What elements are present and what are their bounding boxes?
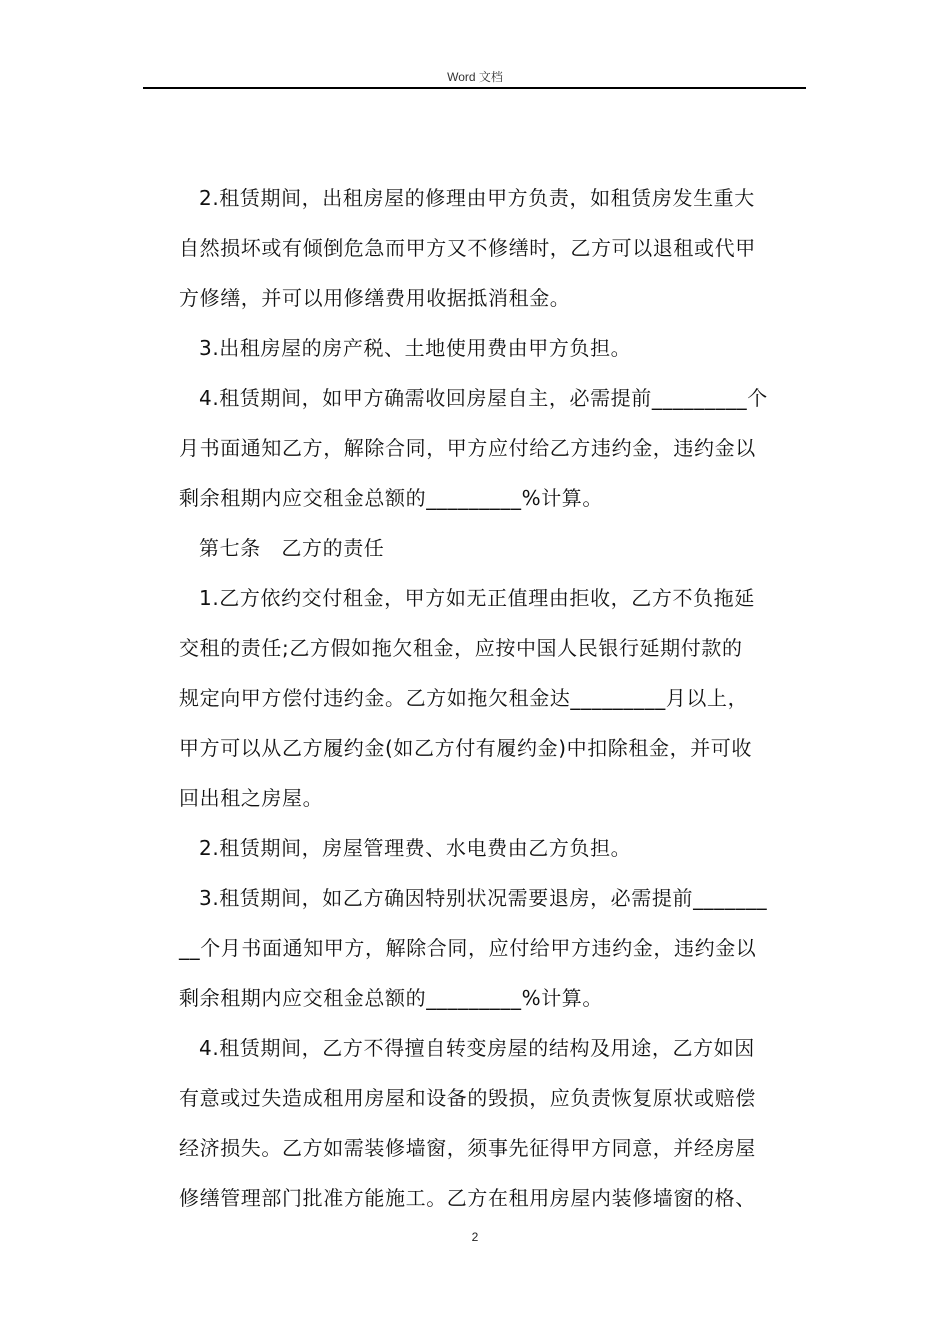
text-line: 有意或过失造成租用房屋和设备的毁损，应负责恢复原状或赔偿	[179, 1086, 756, 1110]
text-line: 回出租之房屋。	[179, 786, 324, 810]
text-line: 2.租赁期间，房屋管理费、水电费由乙方负担。	[199, 836, 632, 860]
text-line: 3.租赁期间，如乙方确因特别状况需要退房，必需提前_______	[199, 886, 768, 910]
text-line: 修缮管理部门批准方能施工。乙方在租用房屋内装修墙窗的格、	[179, 1186, 756, 1210]
document-header-title: Word 文档	[447, 70, 503, 84]
section-heading: 第七条 乙方的责任	[199, 536, 385, 560]
text-line: 1.乙方依约交付租金，甲方如无正值理由拒收，乙方不负拖延	[199, 586, 755, 610]
text-line: 2.租赁期间，出租房屋的修理由甲方负责，如租赁房发生重大	[199, 186, 755, 210]
text-line: 剩余租期内应交租金总额的_________%计算。	[179, 486, 604, 510]
text-line: 剩余租期内应交租金总额的_________%计算。	[179, 986, 604, 1010]
header-divider	[143, 87, 806, 89]
text-line: 经济损失。乙方如需装修墙窗，须事先征得甲方同意，并经房屋	[179, 1136, 756, 1160]
text-line: 方修缮，并可以用修缮费用收据抵消租金。	[179, 286, 571, 310]
text-line: 3.出租房屋的房产税、土地使用费由甲方负担。	[199, 336, 632, 360]
text-line: 月书面通知乙方，解除合同，甲方应付给乙方违约金，违约金以	[179, 436, 756, 460]
text-line: __个月书面通知甲方，解除合同，应付给甲方违约金，违约金以	[179, 936, 757, 960]
text-line: 自然损坏或有倾倒危急而甲方又不修缮时，乙方可以退租或代甲	[179, 236, 756, 260]
page-number: 2	[471, 1230, 479, 1244]
text-line: 规定向甲方偿付违约金。乙方如拖欠租金达_________月以上，	[179, 686, 749, 710]
text-line: 4.租赁期间，如甲方确需收回房屋自主，必需提前_________个	[199, 386, 768, 410]
text-line: 交租的责任;乙方假如拖欠租金，应按中国人民银行延期付款的	[179, 636, 743, 660]
text-line: 甲方可以从乙方履约金(如乙方付有履约金)中扣除租金，并可收	[179, 736, 753, 760]
text-line: 4.租赁期间，乙方不得擅自转变房屋的结构及用途，乙方如因	[199, 1036, 755, 1060]
